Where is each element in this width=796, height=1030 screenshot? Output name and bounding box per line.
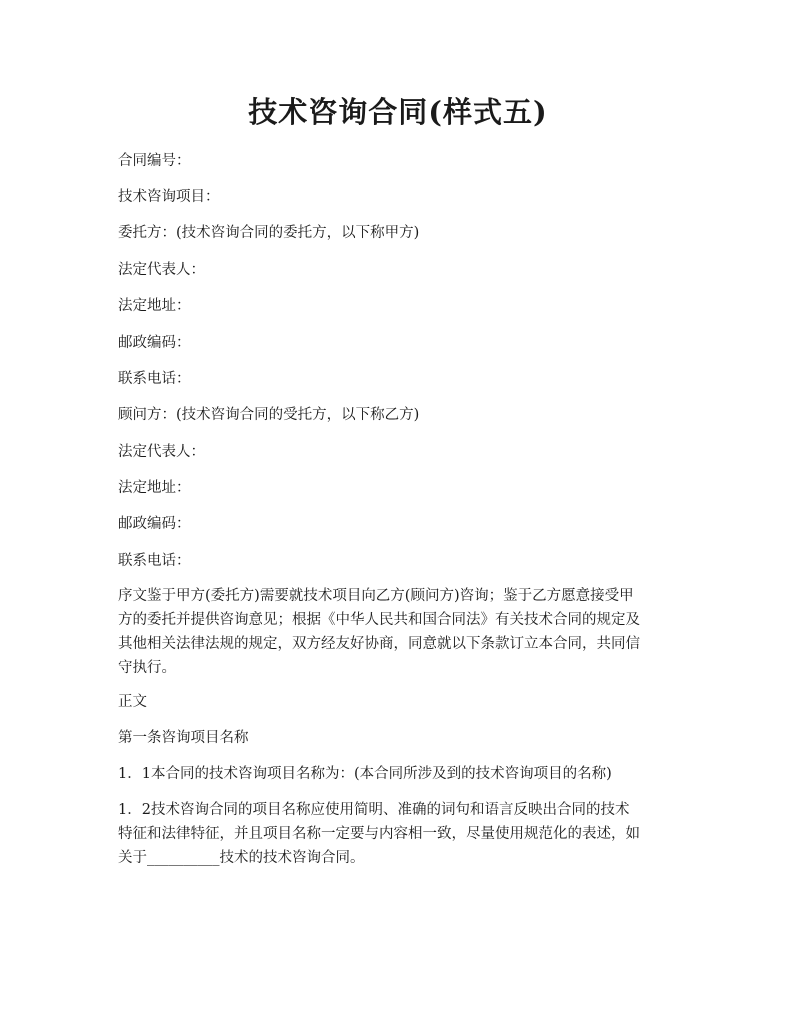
- clause-1-2-line: 1．2技术咨询合同的项目名称应使用简明、准确的词句和语言反映出合同的技术: [118, 802, 630, 818]
- field-client-legal-rep: 法定代表人：: [118, 262, 205, 278]
- clause-1-2-line: 关于__________技术的技术咨询合同。: [118, 850, 365, 866]
- clause-1-1: 1．1本合同的技术咨询项目名称为：(本合同所涉及到的技术咨询项目的名称): [118, 766, 612, 782]
- field-consultant: 顾问方：(技术咨询合同的受托方，以下称乙方): [118, 407, 420, 423]
- field-contract-number: 合同编号：: [118, 153, 191, 169]
- clause-1-2-line: 特征和法律特征，并且项目名称一定要与内容相一致，尽量使用规范化的表述，如: [118, 826, 640, 842]
- field-consultant-phone: 联系电话：: [118, 553, 191, 569]
- field-consultant-legal-rep: 法定代表人：: [118, 444, 205, 460]
- document-title: 技术咨询合同(样式五): [248, 95, 548, 129]
- clause-1-2: [118, 798, 680, 870]
- article-1-heading: 第一条咨询项目名称: [118, 730, 249, 746]
- preamble-line: 序文鉴于甲方(委托方)需要就技术项目向乙方(顾问方)咨询；鉴于乙方愿意接受甲: [118, 588, 634, 604]
- field-client-postcode: 邮政编码：: [118, 335, 191, 351]
- field-client: 委托方：(技术咨询合同的委托方，以下称甲方): [118, 225, 420, 241]
- field-client-address: 法定地址：: [118, 298, 191, 314]
- field-consulting-project: 技术咨询项目：: [118, 189, 220, 205]
- preamble-line: 守执行。: [118, 660, 176, 676]
- preamble-line: 方的委托并提供咨询意见；根据《中华人民共和国合同法》有关技术合同的规定及: [118, 612, 640, 628]
- preamble-paragraph: [118, 584, 680, 680]
- field-consultant-address: 法定地址：: [118, 480, 191, 496]
- body-heading: 正文: [118, 694, 147, 710]
- field-client-phone: 联系电话：: [118, 371, 191, 387]
- preamble-line: 其他相关法律法规的规定，双方经友好协商，同意就以下条款订立本合同，共同信: [118, 636, 640, 652]
- field-consultant-postcode: 邮政编码：: [118, 516, 191, 532]
